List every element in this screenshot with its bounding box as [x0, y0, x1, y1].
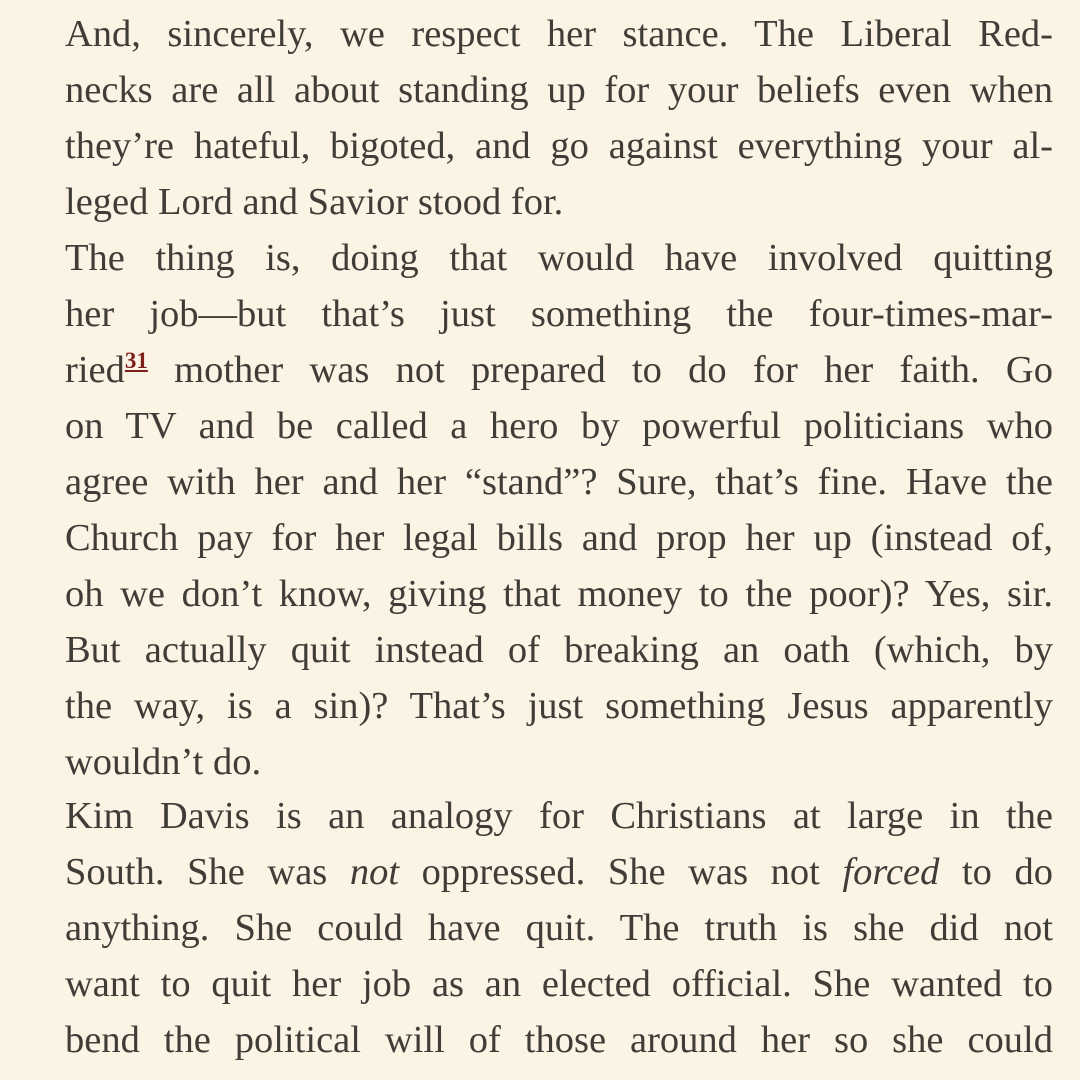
- text-line: agree with her and her “stand”? Sure, that’s fine. Have the: [65, 461, 1053, 503]
- text-line-with-footnote: [17, 342, 1053, 398]
- emphasis-text: forced: [842, 851, 940, 893]
- paragraph-2: [17, 230, 1053, 790]
- ebook-page: [17, 0, 1053, 1080]
- text-line: want to quit her job as an elected official. She wanted to: [65, 963, 1053, 1005]
- text-line: they’re hateful, bigoted, and go against everything your al-: [65, 125, 1053, 167]
- paragraph-1: [17, 6, 1053, 230]
- paragraph-3: [17, 788, 1053, 1068]
- text-line: oh we don’t know, giving that money to the poor)? Yes, sir.: [65, 573, 1053, 615]
- text-line-with-emphasis: [17, 844, 1053, 900]
- text-line: The thing is, doing that would have involved quitting: [65, 237, 1053, 279]
- emphasis-text: not: [349, 851, 400, 893]
- text-line: wouldn’t do.: [65, 741, 262, 783]
- text-segment: oppressed. She was not: [399, 851, 843, 893]
- text-segment: mother was not prepared to do for her faith. Go: [147, 349, 1053, 391]
- footnote-link-31[interactable]: 31: [124, 348, 148, 373]
- text-line: And, sincerely, we respect her stance. The Liberal Red-: [65, 13, 1053, 55]
- text-line: the way, is a sin)? That’s just something Jesus apparently: [65, 685, 1053, 727]
- text-segment: South. She was: [65, 851, 350, 893]
- text-line: Church pay for her legal bills and prop her up (instead of,: [65, 517, 1053, 559]
- text-line: anything. She could have quit. The truth is she did not: [65, 907, 1053, 949]
- text-line: But actually quit instead of breaking an oath (which, by: [65, 629, 1053, 671]
- text-segment: ried: [65, 349, 125, 391]
- text-line: Kim Davis is an analogy for Christians at large in the: [65, 795, 1053, 837]
- text-line: her job—but that’s just something the four-times-mar-: [65, 293, 1053, 335]
- text-line: on TV and be called a hero by powerful politicians who: [65, 405, 1053, 447]
- text-segment: to do: [939, 851, 1053, 893]
- text-line: leged Lord and Savior stood for.: [65, 181, 564, 223]
- text-line: necks are all about standing up for your beliefs even when: [65, 69, 1053, 111]
- text-line: bend the political will of those around her so she could: [65, 1019, 1053, 1061]
